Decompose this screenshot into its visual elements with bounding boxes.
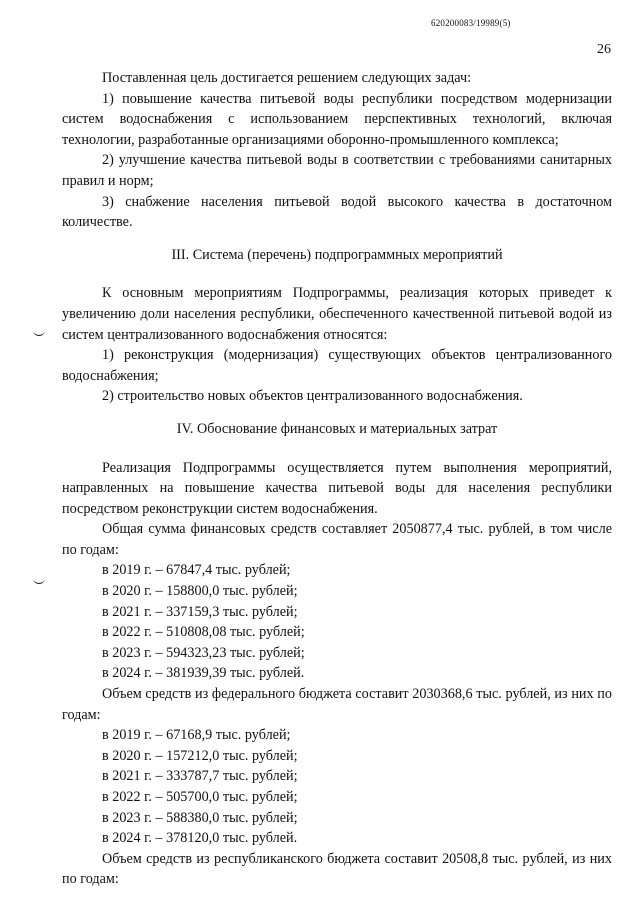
document-body: [62, 68, 612, 890]
federal-year-item: в 2021 г. – 333787,7 тыс. рублей;: [102, 768, 298, 785]
total-year-item: в 2023 г. – 594323,23 тыс. рублей;: [102, 644, 305, 661]
margin-mark-icon: [33, 329, 45, 336]
document-id: 620200083/19989(5): [431, 18, 511, 28]
total-funding-lead: Общая сумма финансовых средств составляет 2050877,4 тыс. рублей, в том числе по годам:: [62, 521, 612, 558]
total-year-item: в 2024 г. – 381939,39 тыс. рублей.: [102, 665, 305, 682]
federal-year-item: в 2022 г. – 505700,0 тыс. рублей;: [102, 789, 298, 805]
total-year-item: в 2019 г. – 67847,4 тыс. рублей;: [102, 562, 291, 579]
federal-year-item: в 2019 г. – 67168,9 тыс. рублей;: [102, 727, 291, 744]
measure-item: 1) реконструкция (модернизация) существующих объектов централизованного водоснабжения;: [62, 347, 612, 384]
tasks-lead: Поставленная цель достигается решением следующих задач:: [102, 70, 472, 86]
margin-mark-icon: [33, 577, 45, 584]
total-year-item: в 2020 г. – 158800,0 тыс. рублей;: [102, 583, 298, 600]
page-number: 26: [597, 42, 611, 57]
task-item: 1) повышение качества питьевой воды республики посредством модернизации систем водоснабжения с использованием перспективных технологий, включая технологии, разработанные организациями оборонно-промышленного комплекса;: [62, 90, 612, 148]
task-item: 2) улучшение качества питьевой воды в соответствии с требованиями санитарных правил и норм;: [62, 152, 612, 189]
republic-funding-lead: Объем средств из республиканского бюджета составит 20508,8 тыс. рублей, из них по годам:: [62, 850, 612, 888]
total-year-item: в 2022 г. – 510808,08 тыс. рублей;: [102, 624, 305, 641]
federal-year-item: в 2024 г. – 378120,0 тыс. рублей.: [102, 830, 298, 847]
federal-funding-lead: Объем средств из федерального бюджета составит 2030368,6 тыс. рублей, из них по годам:: [62, 686, 612, 723]
section-4-title: IV. Обоснование финансовых и материальных затрат: [176, 420, 498, 437]
section-3-title: III. Система (перечень) подпрограммных мероприятий: [171, 246, 503, 263]
total-year-item: в 2021 г. – 337159,3 тыс. рублей;: [102, 603, 298, 620]
measure-item: 2) строительство новых объектов централизованного водоснабжения.: [102, 388, 523, 405]
section-4-paragraph: Реализация Подпрограммы осуществляется путем выполнения мероприятий, направленных на повышение качества питьевой воды для населения республики посредством реконструкции систем водоснабжения.: [62, 459, 612, 517]
section-3-lead: К основным мероприятиям Подпрограммы, реализация которых приведет к увеличению доли населения республики, обеспеченного качественной питьевой водой из систем централизованного водоснабжения относятся:: [62, 285, 612, 343]
task-item: 3) снабжение населения питьевой водой высокого качества в достаточном количестве.: [62, 193, 612, 231]
federal-year-item: в 2023 г. – 588380,0 тыс. рублей;: [102, 809, 298, 826]
federal-year-item: в 2020 г. – 157212,0 тыс. рублей;: [102, 747, 298, 764]
